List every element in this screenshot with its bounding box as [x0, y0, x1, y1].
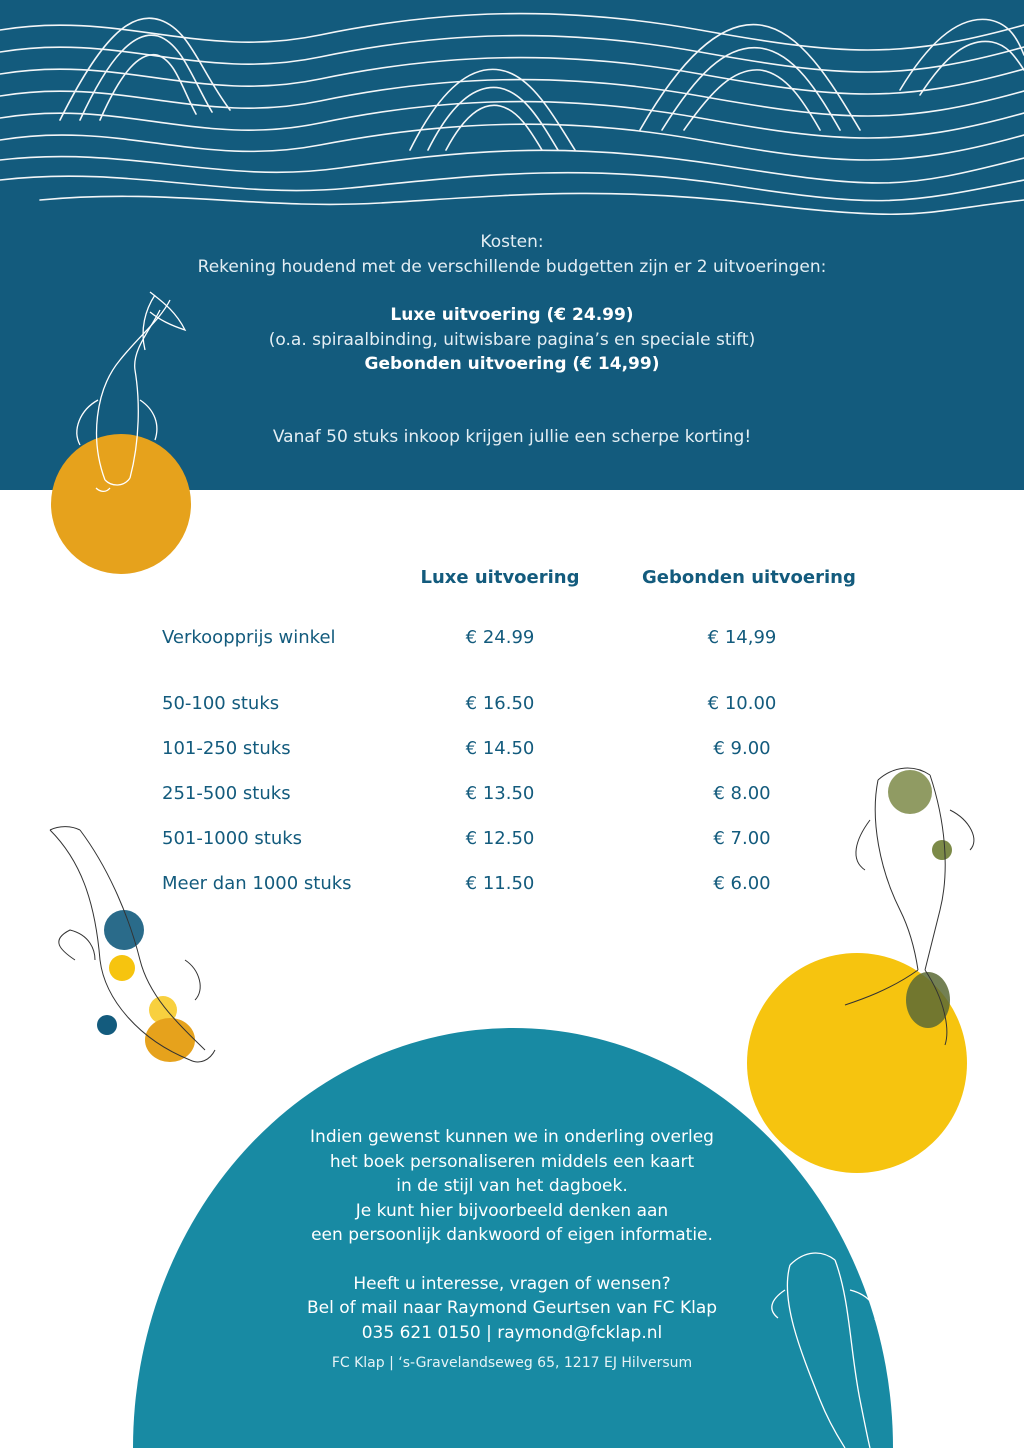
row-label: Verkoopprijs winkel	[162, 627, 336, 648]
contact-line: Heeft u interesse, vragen of wensen?	[353, 1273, 671, 1294]
orange-circle	[51, 434, 191, 574]
info-line: Je kunt hier bijvoorbeeld denken aan	[355, 1200, 669, 1221]
contact-line[interactable]: 035 621 0150 | raymond@fcklap.nl	[361, 1322, 663, 1343]
table-row	[162, 873, 862, 903]
info-line: een persoonlijk dankwoord of eigen informatie.	[311, 1225, 713, 1245]
gebonden-price: € 6.00	[713, 873, 771, 894]
column-header-luxe: Luxe uitvoering	[420, 567, 580, 588]
row-label: Meer dan 1000 stuks	[162, 873, 352, 894]
row-label: 501-1000 stuks	[162, 828, 303, 849]
table-row	[162, 627, 862, 657]
table-row	[162, 738, 862, 768]
row-label: 101-250 stuks	[162, 738, 291, 759]
contact-line: Bel of mail naar Raymond Geurtsen van FC Klap	[306, 1298, 718, 1318]
row-label: 50-100 stuks	[162, 693, 280, 714]
gebonden-price: € 14,99	[707, 627, 777, 648]
koi-fish-icon	[50, 827, 215, 1062]
costs-intro: Rekening houdend met de verschillende budgetten zijn er 2 uitvoeringen:	[197, 256, 827, 277]
column-header-gebonden: Gebonden uitvoering	[642, 567, 856, 588]
info-line: in de stijl van het dagboek.	[396, 1176, 628, 1196]
costs-heading: Kosten:	[480, 232, 544, 252]
luxe-price: € 11.50	[465, 873, 535, 894]
table-header-row	[162, 567, 862, 597]
luxe-price: € 13.50	[465, 783, 535, 804]
gebonden-price: € 7.00	[713, 828, 771, 849]
table-row	[162, 828, 862, 858]
footer-address: FC Klap | ‘s-Gravelandseweg 65, 1217 EJ Hilversum	[331, 1355, 693, 1371]
gebonden-price-line: Gebonden uitvoering (€ 14,99)	[364, 354, 660, 374]
luxe-price-line: Luxe uitvoering (€ 24.99)	[390, 305, 634, 325]
info-line: Indien gewenst kunnen we in onderling overleg	[310, 1127, 714, 1147]
info-line: het boek personaliseren middels een kaart	[329, 1151, 695, 1172]
luxe-details: (o.a. spiraalbinding, uitwisbare pagina’s en speciale stift)	[268, 329, 756, 350]
gebonden-price: € 9.00	[713, 738, 771, 759]
luxe-price: € 14.50	[465, 738, 535, 759]
table-row	[162, 783, 862, 813]
luxe-price: € 16.50	[465, 693, 535, 714]
row-label: 251-500 stuks	[162, 783, 291, 804]
discount-note: Vanaf 50 stuks inkoop krijgen jullie een scherpe korting!	[272, 426, 752, 447]
table-row	[162, 693, 862, 723]
info-section	[0, 1125, 1024, 1345]
gebonden-price: € 10.00	[707, 693, 777, 714]
luxe-price: € 24.99	[465, 627, 535, 648]
luxe-price: € 12.50	[465, 828, 535, 849]
gebonden-price: € 8.00	[713, 783, 771, 804]
